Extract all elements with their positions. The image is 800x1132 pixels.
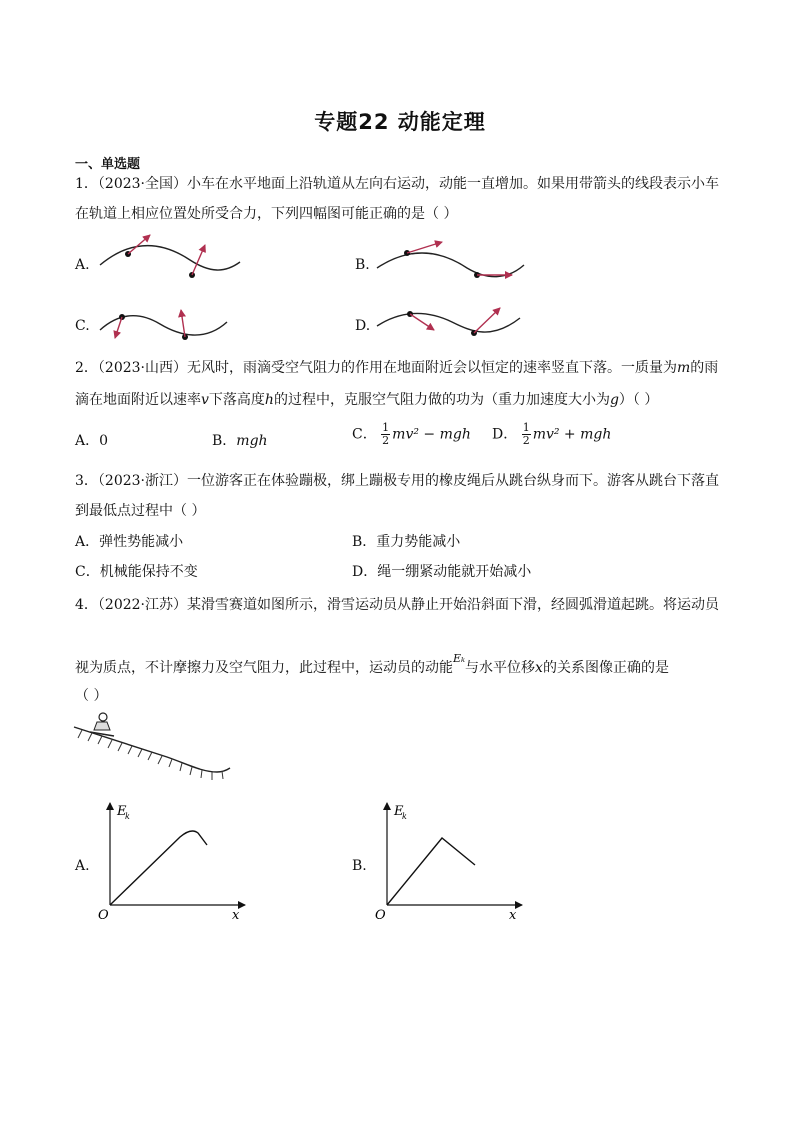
q2-var-g: g: [609, 392, 619, 408]
q2-option-a: A．0: [75, 433, 109, 449]
q1-option-b-figure: [372, 230, 532, 290]
graph-b-x-label: x: [509, 908, 517, 923]
q2-option-c-fraction: $\frac{1}{2}$: [382, 421, 390, 447]
q2-option-b-expr: mgh: [236, 433, 268, 449]
q4-var-x: x: [535, 660, 543, 676]
q3-option-b: B．重力势能减小: [352, 534, 461, 550]
q4-line2-post: 的关系图像正确的是: [542, 660, 669, 676]
graph-b-y-label: E: [394, 804, 404, 819]
q2-line1: [75, 358, 718, 378]
q2-option-c: [352, 422, 471, 447]
graph-a-origin: O: [98, 908, 109, 923]
q2-var-v: v: [201, 392, 209, 408]
q3-option-c: C．机械能保持不变: [75, 564, 198, 580]
q1-option-c-figure: [95, 300, 235, 345]
q2-var-h: h: [264, 392, 274, 408]
q3-line2: 到最低点过程中（ ）: [75, 503, 206, 519]
q1-option-d-figure: [372, 300, 527, 345]
q2-option-b-label: B．: [212, 433, 237, 449]
graph-b-y-sub: k: [402, 812, 407, 821]
q4-line2-text: 视为质点，不计摩擦力及空气阻力，此过程中，运动员的动能: [75, 660, 453, 676]
ski-track-figure: [72, 712, 237, 782]
q2-line1-end: 的雨: [690, 360, 719, 376]
q3-option-d: D．绳一绷紧动能就开始减小: [352, 564, 532, 580]
q4-var-ek: Eₖ: [453, 652, 466, 665]
q4-line3: （ ）: [75, 688, 108, 704]
graph-a-y-label: E: [117, 804, 127, 819]
q1-line2: 在轨道上相应位置处所受合力，下列四幅图可能正确的是（ ）: [75, 206, 458, 222]
q2-var-m: m: [676, 360, 691, 376]
q4-graph-a-label: A.: [75, 858, 90, 874]
q2-line2-end: ）（ ）: [618, 392, 659, 408]
q1-line1: 1．（2023·全国）小车在水平地面上沿轨道从左向右运动，动能一直增加。如果用带箭头的线段表示小车: [75, 176, 719, 192]
q3-line1: 3．（2023·浙江）一位游客正在体验蹦极，绑上蹦极专用的橡皮绳后从跳台纵身而下。游客从跳台下落直: [75, 473, 719, 489]
q2-line2-text: 滴在地面附近以速率: [75, 392, 201, 408]
page-title: 专题22 动能定理: [314, 110, 486, 134]
q3-option-a: A．弹性势能减小: [75, 534, 184, 550]
q1-option-a-label: A.: [75, 257, 90, 273]
q2-option-c-expr: mv² − mgh: [392, 426, 471, 443]
skier-icon: [90, 713, 114, 736]
q1-option-d-label: D.: [355, 318, 371, 334]
graph-a-y-sub: k: [125, 812, 130, 821]
q1-option-a-figure: [95, 225, 245, 285]
q2-option-d-expr: mv² + mgh: [532, 426, 612, 443]
q4-line2-mid: 与水平位移: [465, 660, 536, 676]
q4-graph-a: [95, 795, 255, 925]
q1-option-c-label: C.: [75, 318, 90, 334]
q1-option-b-label: B.: [355, 257, 370, 273]
section-heading: 一、单选题: [75, 157, 141, 172]
graph-b-origin: O: [375, 908, 386, 923]
q2-option-c-label: C．: [352, 426, 377, 443]
q2-option-d-label: D．: [492, 426, 518, 443]
q2-option-b: [212, 430, 268, 450]
q4-line2: [75, 652, 669, 679]
q2-line1-text: 2．（2023·山西）无风时，雨滴受空气阻力的作用在地面附近会以恒定的速率竖直下落。一质量为: [75, 360, 677, 376]
q4-graph-b-label: B.: [352, 858, 367, 874]
q2-line2-post: 的过程中，克服空气阻力做的功为（重力加速度大小为: [273, 392, 610, 408]
q2-line2-mid: 下落高度: [208, 392, 265, 408]
q2-option-d-fraction: $\frac{1}{2}$: [522, 421, 530, 447]
q2-line2: [75, 390, 658, 410]
q4-graph-b: [372, 795, 532, 925]
q4-line1: 4．（2022·江苏）某滑雪赛道如图所示，滑雪运动员从静止开始沿斜面下滑，经圆弧滑道起跳。将运动员: [75, 597, 719, 613]
graph-a-x-label: x: [232, 908, 240, 923]
q2-option-d: [492, 422, 611, 447]
